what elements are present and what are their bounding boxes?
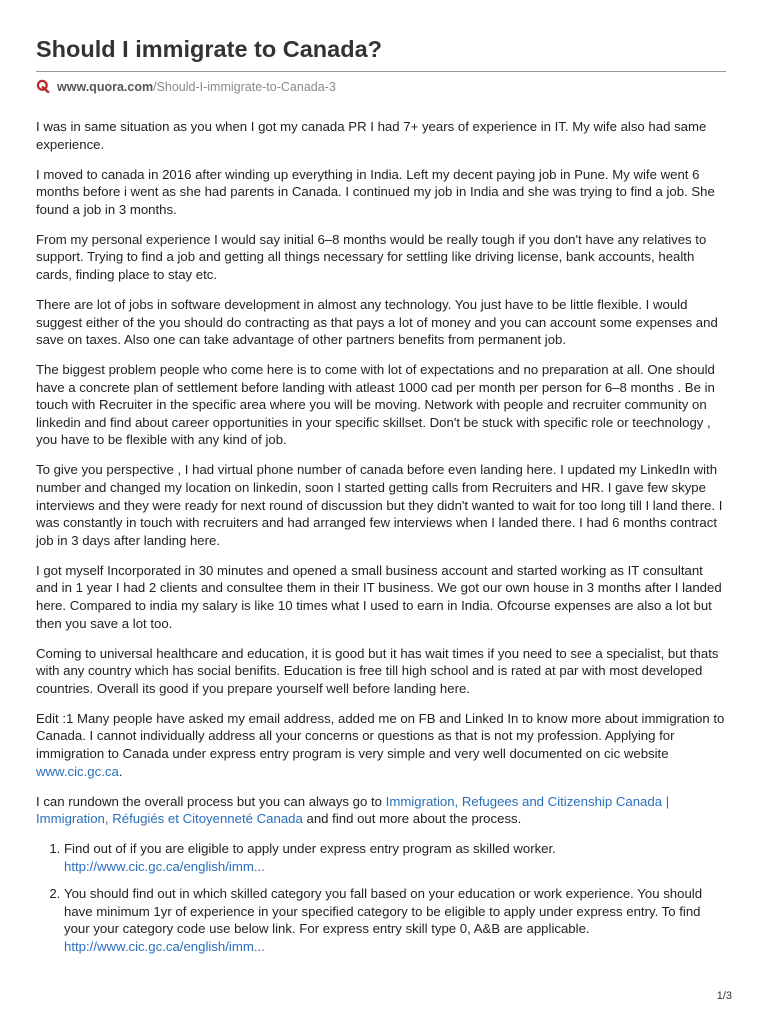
source-line[interactable] <box>36 80 336 94</box>
title-divider <box>36 71 726 72</box>
paragraph: I was in same situation as you when I got my canada PR I had 7+ years of experience in IT. My wife also had same experience. <box>36 119 707 152</box>
steps-list <box>36 840 726 956</box>
edit-text: Edit :1 Many people have asked my email address, added me on FB and Linked In to know more about immigration to Canada. I cannot individually address all your concerns or questions as that is not my profession. Applying for immigration to Canada under express entry program is very simple and very well documented on cic website <box>36 710 725 761</box>
paragraph: To give you perspective , I had virtual phone number of canada before even landing here. I updated my LinkedIn with number and changed my location on linkedin, soon I started getting calls from Recruiters and HR. I gave few skype interviews and they were ready for next round of discussion but they didn't wanted to wait for too long till I land there. I was constantly in touch with recruiters and had arranged few interviews when I landed there. I had 6 months contract job in 3 days after landing here. <box>36 462 723 548</box>
paragraph: From my personal experience I would say initial 6–8 months would be really tough if you don't have any relatives to support. Trying to find a job and getting all things necessary for settling like driving license, bank accounts, health cards, finding place to stay etc. <box>36 231 707 282</box>
paragraph: The biggest problem people who come here is to come with lot of expectations and no preparation at all. One should have a concrete plan of settlement before landing with atleast 1000 cad per month per person for 6–8 months . Be in touch with Recruiter in the specific area where you will be moving. Network with people and recruiter community on linkedin and find about career opportunities in your specific skillset. Don't be stuck with specific role or teechnology , you have to be flexible with any kind of job. <box>36 362 715 448</box>
answer-body <box>36 118 726 966</box>
page-number: 1/3 <box>716 990 732 1002</box>
list-item-link[interactable]: http://www.cic.gc.ca/english/imm... <box>64 858 265 874</box>
edit-paragraph <box>36 710 726 780</box>
list-item-link[interactable]: http://www.cic.gc.ca/english/imm... <box>64 939 265 955</box>
list-item-text: Find out of if you are eligible to apply under express entry program as skilled worker. <box>64 841 556 857</box>
rundown-after: and find out more about the process. <box>302 811 522 827</box>
source-path[interactable]: /Should-I-immigrate-to-Canada-3 <box>153 80 336 94</box>
rundown-paragraph <box>36 793 726 828</box>
list-item-text: You should find out in which skilled category you fall based on your education or work experience. You should have minimum 1yr of experience in your specified category to be eligible to apply under express entry. To find your your category code use below link. For express entry skill type 0, A&B are applicable. <box>64 886 703 937</box>
edit-after: . <box>118 763 123 779</box>
list-item <box>64 885 726 955</box>
rundown-before: I can rundown the overall process but you can always go to <box>36 793 386 809</box>
quora-q-icon <box>36 79 50 93</box>
paragraph: Coming to universal healthcare and education, it is good but it has wait times if you need to see a specialist, but thats with any country which has social benifits. Education is free till high school and is rated at par with most developed countries. Overall its good if you prepare yourself well before landing here. <box>36 645 719 696</box>
ircc-link[interactable]: Immigration, Refugees and Citizenship Canada | Immigration, Réfugiés et Citoyenneté Canada <box>36 793 670 827</box>
paragraph: There are lot of jobs in software development in almost any technology. You just have to be little flexible. I would suggest either of the you should do contracting as that pays a lot of money and you can account some expenses and save on taxes. Also one can take advantage of other partners benefits from permanent job. <box>36 296 718 348</box>
source-domain[interactable]: www.quora.com <box>57 80 154 94</box>
paragraph: I got myself Incorporated in 30 minutes and opened a small business account and started working as IT consultant and in 1 year I had 2 clients and consultee them in their IT business. We got our own house in 3 months after I landed here. Compared to india my salary is like 10 times what I used to earn in India. Ofcourse expenses are also a lot but then you save a lot too. <box>36 562 722 631</box>
page-title: Should I immigrate to Canada? <box>36 36 383 62</box>
paragraph: I moved to canada in 2016 after winding up everything in India. Left my decent paying job in Pune. My wife went 6 months before i went as she had parents in Canada. I continued my job in India and she was trying to find a job. She found a job in 3 months. <box>36 166 715 217</box>
cic-website-link[interactable]: www.cic.gc.ca <box>36 763 119 779</box>
list-item <box>64 840 726 875</box>
